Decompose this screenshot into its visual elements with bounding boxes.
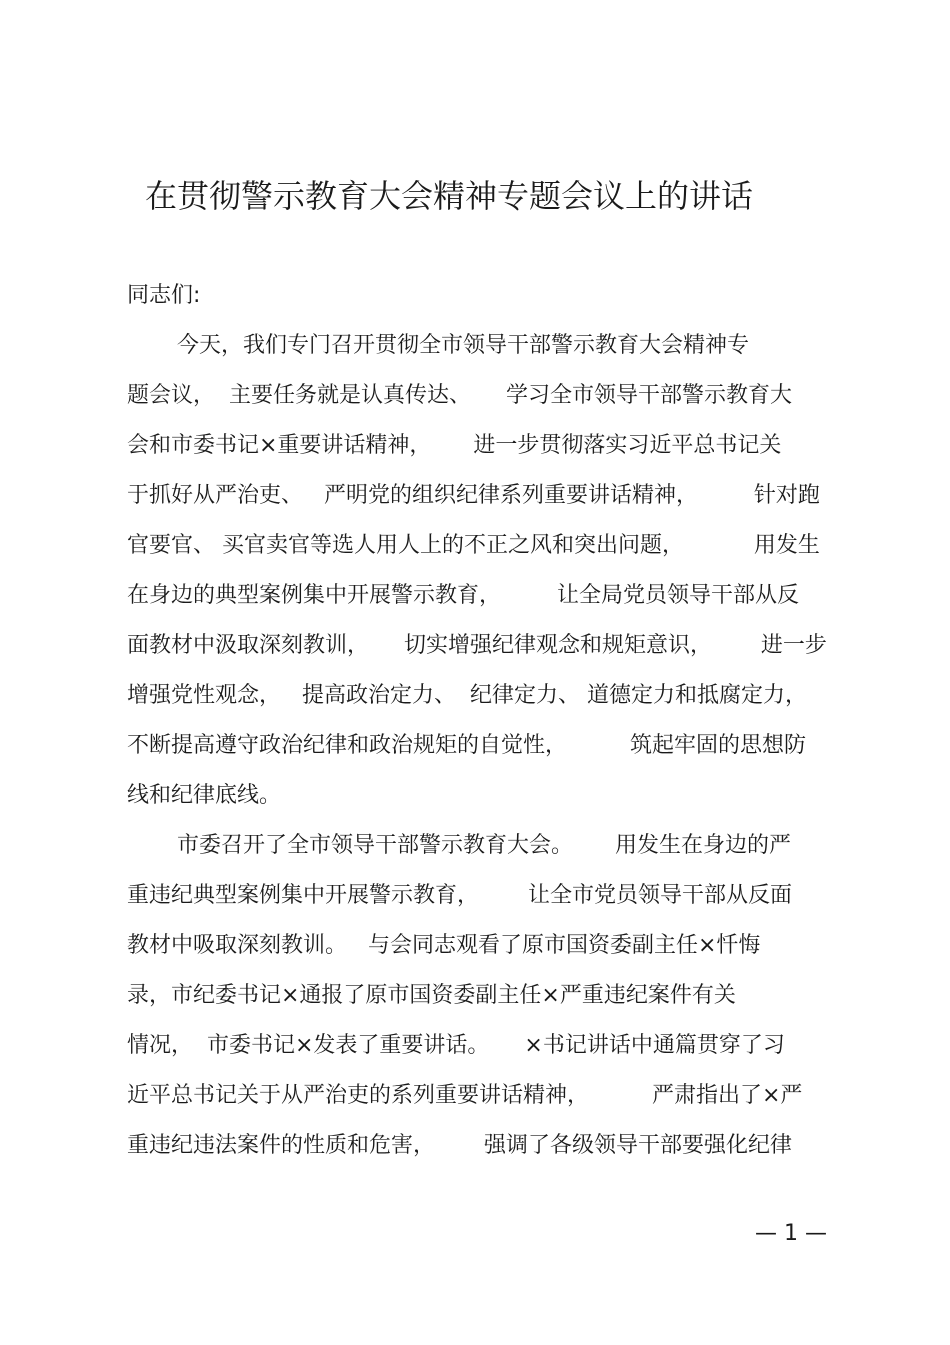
paragraph-1-line-6: 在身边的典型案例集中开展警示教育， 让全局党员领导干部从反 (127, 583, 799, 608)
paragraph-2-line-3: 教材中吸取深刻教训。 与会同志观看了原市国资委副主任×忏悔 (127, 933, 761, 958)
paragraph-2-line-2: 重违纪典型案例集中开展警示教育， 让全市党员领导干部从反面 (127, 883, 792, 908)
page-number: — 1 — (755, 1221, 827, 1246)
paragraph-1-line-7: 面教材中汲取深刻教训， 切实增强纪律观念和规矩意识， 进一步 (127, 633, 827, 658)
paragraph-2-line-4: 录，市纪委书记×通报了原市国资委副主任×严重违纪案件有关 (127, 983, 736, 1008)
paragraph-1-line-2: 题会议， 主要任务就是认真传达、 学习全市领导干部警示教育大 (127, 383, 792, 408)
paragraph-1-line-4: 于抓好从严治吏、 严明党的组织纪律系列重要讲话精神， 针对跑 (127, 483, 820, 508)
paragraph-2-line-1: 市委召开了全市领导干部警示教育大会。 用发生在身边的严 (177, 833, 791, 858)
salutation: 同志们: (127, 283, 201, 308)
paragraph-2-line-7: 重违纪违法案件的性质和危害， 强调了各级领导干部要强化纪律 (127, 1133, 792, 1158)
paragraph-1-line-8: 增强党性观念， 提高政治定力、 纪律定力、 道德定力和抵腐定力， (127, 683, 807, 708)
paragraph-1-line-10: 线和纪律底线。 (127, 783, 282, 808)
paragraph-2-line-6: 近平总书记关于从严治吏的系列重要讲话精神， 严肃指出了×严 (127, 1083, 803, 1108)
paragraph-1-line-1: 今天，我们专门召开贯彻全市领导干部警示教育大会精神专 (177, 333, 750, 358)
paragraph-2-line-5: 情况， 市委书记×发表了重要讲话。 ×书记讲话中通篇贯穿了习 (127, 1033, 785, 1058)
paragraph-1-line-9: 不断提高遵守政治纪律和政治规矩的自觉性， 筑起牢固的思想防 (127, 733, 806, 758)
paragraph-1-line-3: 会和市委书记×重要讲话精神， 进一步贯彻落实习近平总书记关 (127, 433, 782, 458)
page-title: 在贯彻警示教育大会精神专题会议上的讲话 (145, 177, 754, 215)
paragraph-1-line-5: 官要官、 买官卖官等选人用人上的不正之风和突出问题， 用发生 (127, 533, 820, 558)
